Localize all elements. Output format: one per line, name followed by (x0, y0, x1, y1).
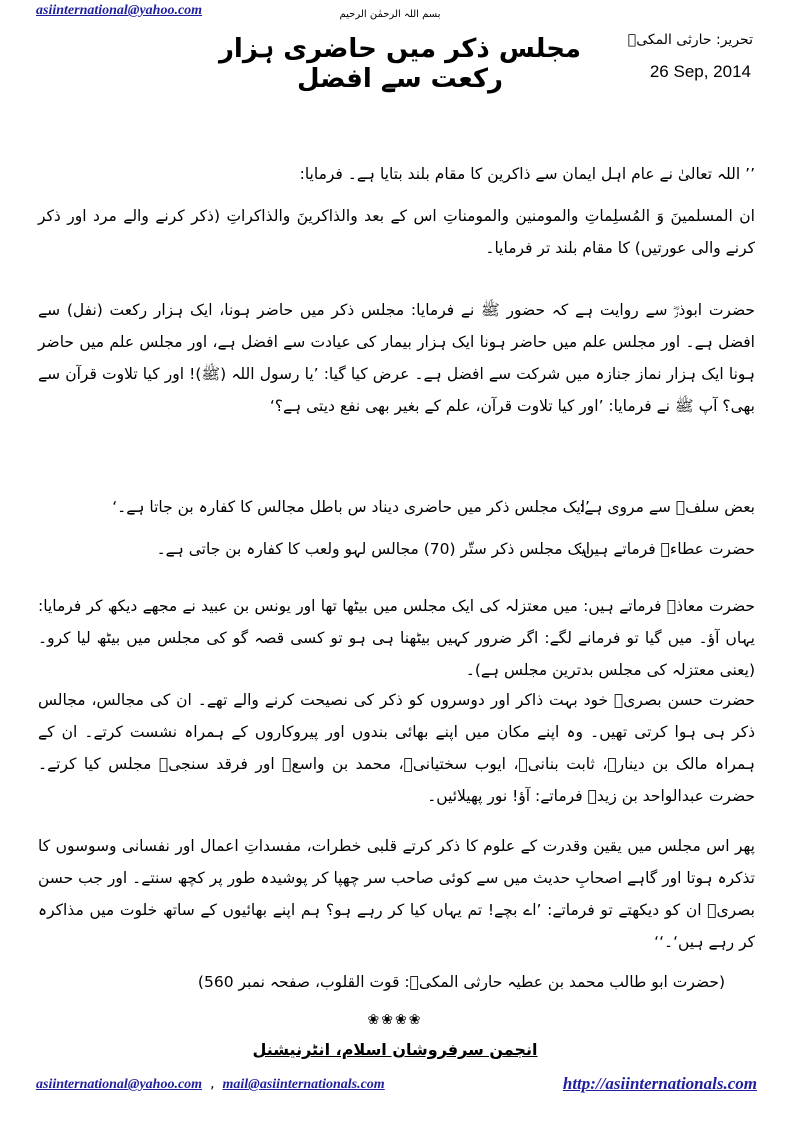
quote-row-text: ایک مجلس ذکر ستّر (70) مجالس لہو ولعب کا کفارہ بن جاتی ہے۔ (156, 540, 590, 558)
organization-name: انجمن سرفروشان اسلام، انٹرنیشنل (252, 1040, 538, 1059)
source-citation: (حضرت ابو طالب محمد بن عطیہ حارثی المکیؒ: قوت القلوب، صفحہ نمبر 560) (197, 973, 725, 991)
paragraph-hasan-basri: حضرت حسن بصریؒ خود بہت ذاکر اور دوسروں کو ذکر کی نصیحت کرنے والے تھے۔ ان کی مجالس، مجالس ذکر ہی ہوا کرتی تھیں۔ وہ اپنے مکان میں اپنے بھائی بندوں اور پیروکاروں کے ہمراہ نشست کرتے۔ ان کے ہمراہ مالک بن دینارؒ، ثابت بنانیؒ، ایوب سختیانیؒ، محمد بن واسعؒ اور فرقد سنجیؒ مجلس کیا کرتے۔ حضرت عبدالواحد بن زیدؒ فرماتے: آؤ! نور پھیلائیں۔ (38, 691, 755, 805)
footer-website-link[interactable]: http://asiinternationals.com (562, 1074, 757, 1093)
paragraph-hadith: حضرت ابوذرؓ سے روایت ہے کہ حضور ﷺ نے فرمایا: مجلس ذکر میں حاضر ہونا، ایک ہزار رکعت (نفل) سے افضل ہے۔ اور مجلس علم میں حاضر ہونا ایک ہزار بیمار کی عیادت سے افضل ہے، اور مجلس علم میں حاضر ہونا ایک ہزار نماز جنازہ میں شرکت سے افضل ہے۔ عرض کیا گیا: ’یا رسول اللہ (ﷺ)! اور کیا تلاوت قرآن سے بھی؟ آپ ﷺ نے فرمایا: ’اور کیا تلاوت قرآن، علم کے بغیر بھی نفع دیتی ہے؟‘ (38, 301, 755, 415)
author-label: تحریر: حارثی المکیؒ (627, 32, 753, 48)
quote-row-label: حضرت عطاءؒ فرماتے ہیں: (577, 540, 755, 558)
page-title: مجلس ذکر میں حاضری ہزار رکعت سے افضل (218, 34, 582, 94)
top-email-link[interactable]: asiinternational@yahoo.com (36, 3, 203, 18)
quote-row-label: بعض سلفؒ سے مروی ہے: (579, 498, 755, 516)
paragraph-muaz: حضرت معاذؒ فرماتے ہیں: میں معتزلہ کی ایک مجلس میں بیٹھا تھا اور یونس بن عبید نے مجھے دیکھ کر فرمایا: یہاں آؤ۔ میں گیا تو فرمانے لگے: اگر ضرور کہیں بیٹھنا ہی ہو تو کسی قصہ گو کی مجلس میں بیٹھ لیا کرو۔ (یعنی معتزلہ کی مجلس بدترین مجلس ہے)۔ (38, 597, 755, 679)
paragraph-majlis: پھر اس مجلس میں یقین وقدرت کے علوم کا ذکر کرتے قلبی خطرات، مفسداتِ اعمال اور نفسانی وسوسوں کا تذکرہ ہوتا اور گاہے اصحابِ حدیث میں سے کوئی صاحب سر چھپا کر پوشیدہ طور پر کچھ سنتے۔ اور جب حسن بصریؒ ان کو دیکھتے تو فرماتے: ’اے بچے! تم یہاں کیا کر رہے ہو؟ ہم اپنے بھائیوں کے ساتھ خلوت میں مذاکرہ کر رہے ہیں‘۔‘‘ (38, 837, 755, 951)
quote-row-ata (38, 540, 755, 570)
paragraph-verse: ان المسلمینَ وَ المُسلِماتِ والمومنین والمومناتِ اس کے بعد والذاکرینَ والذاکراتِ (ذکر کرنے والے مرد اور ذکر کرنے والی عورتیں) کا مقام بلند تر فرمایا۔ (38, 207, 755, 257)
decorative-stars: ❀❀❀❀ (367, 1012, 423, 1028)
footer-separator: , (210, 1076, 215, 1092)
date: 26 Sep, 2014 (649, 62, 751, 81)
quote-row-text: ’ایک مجلس ذکر میں حاضری دیناد س باطل مجالس کا کفارہ بن جاتا ہے۔‘ (112, 498, 590, 516)
footer-email-link-1[interactable]: asiinternational@yahoo.com (36, 1077, 203, 1092)
quote-row-salaf (38, 498, 755, 528)
footer-email-link-2[interactable]: mail@asiinternationals.com (222, 1077, 385, 1092)
paragraph-intro: ’’ اللہ تعالیٰ نے عام اہل ایمان سے ذاکرین کا مقام بلند بتایا ہے۔ فرمایا: (299, 165, 755, 183)
footer-emails (36, 1076, 385, 1093)
bismillah: بسم اللہ الرحمٰن الرحیم (339, 9, 441, 20)
